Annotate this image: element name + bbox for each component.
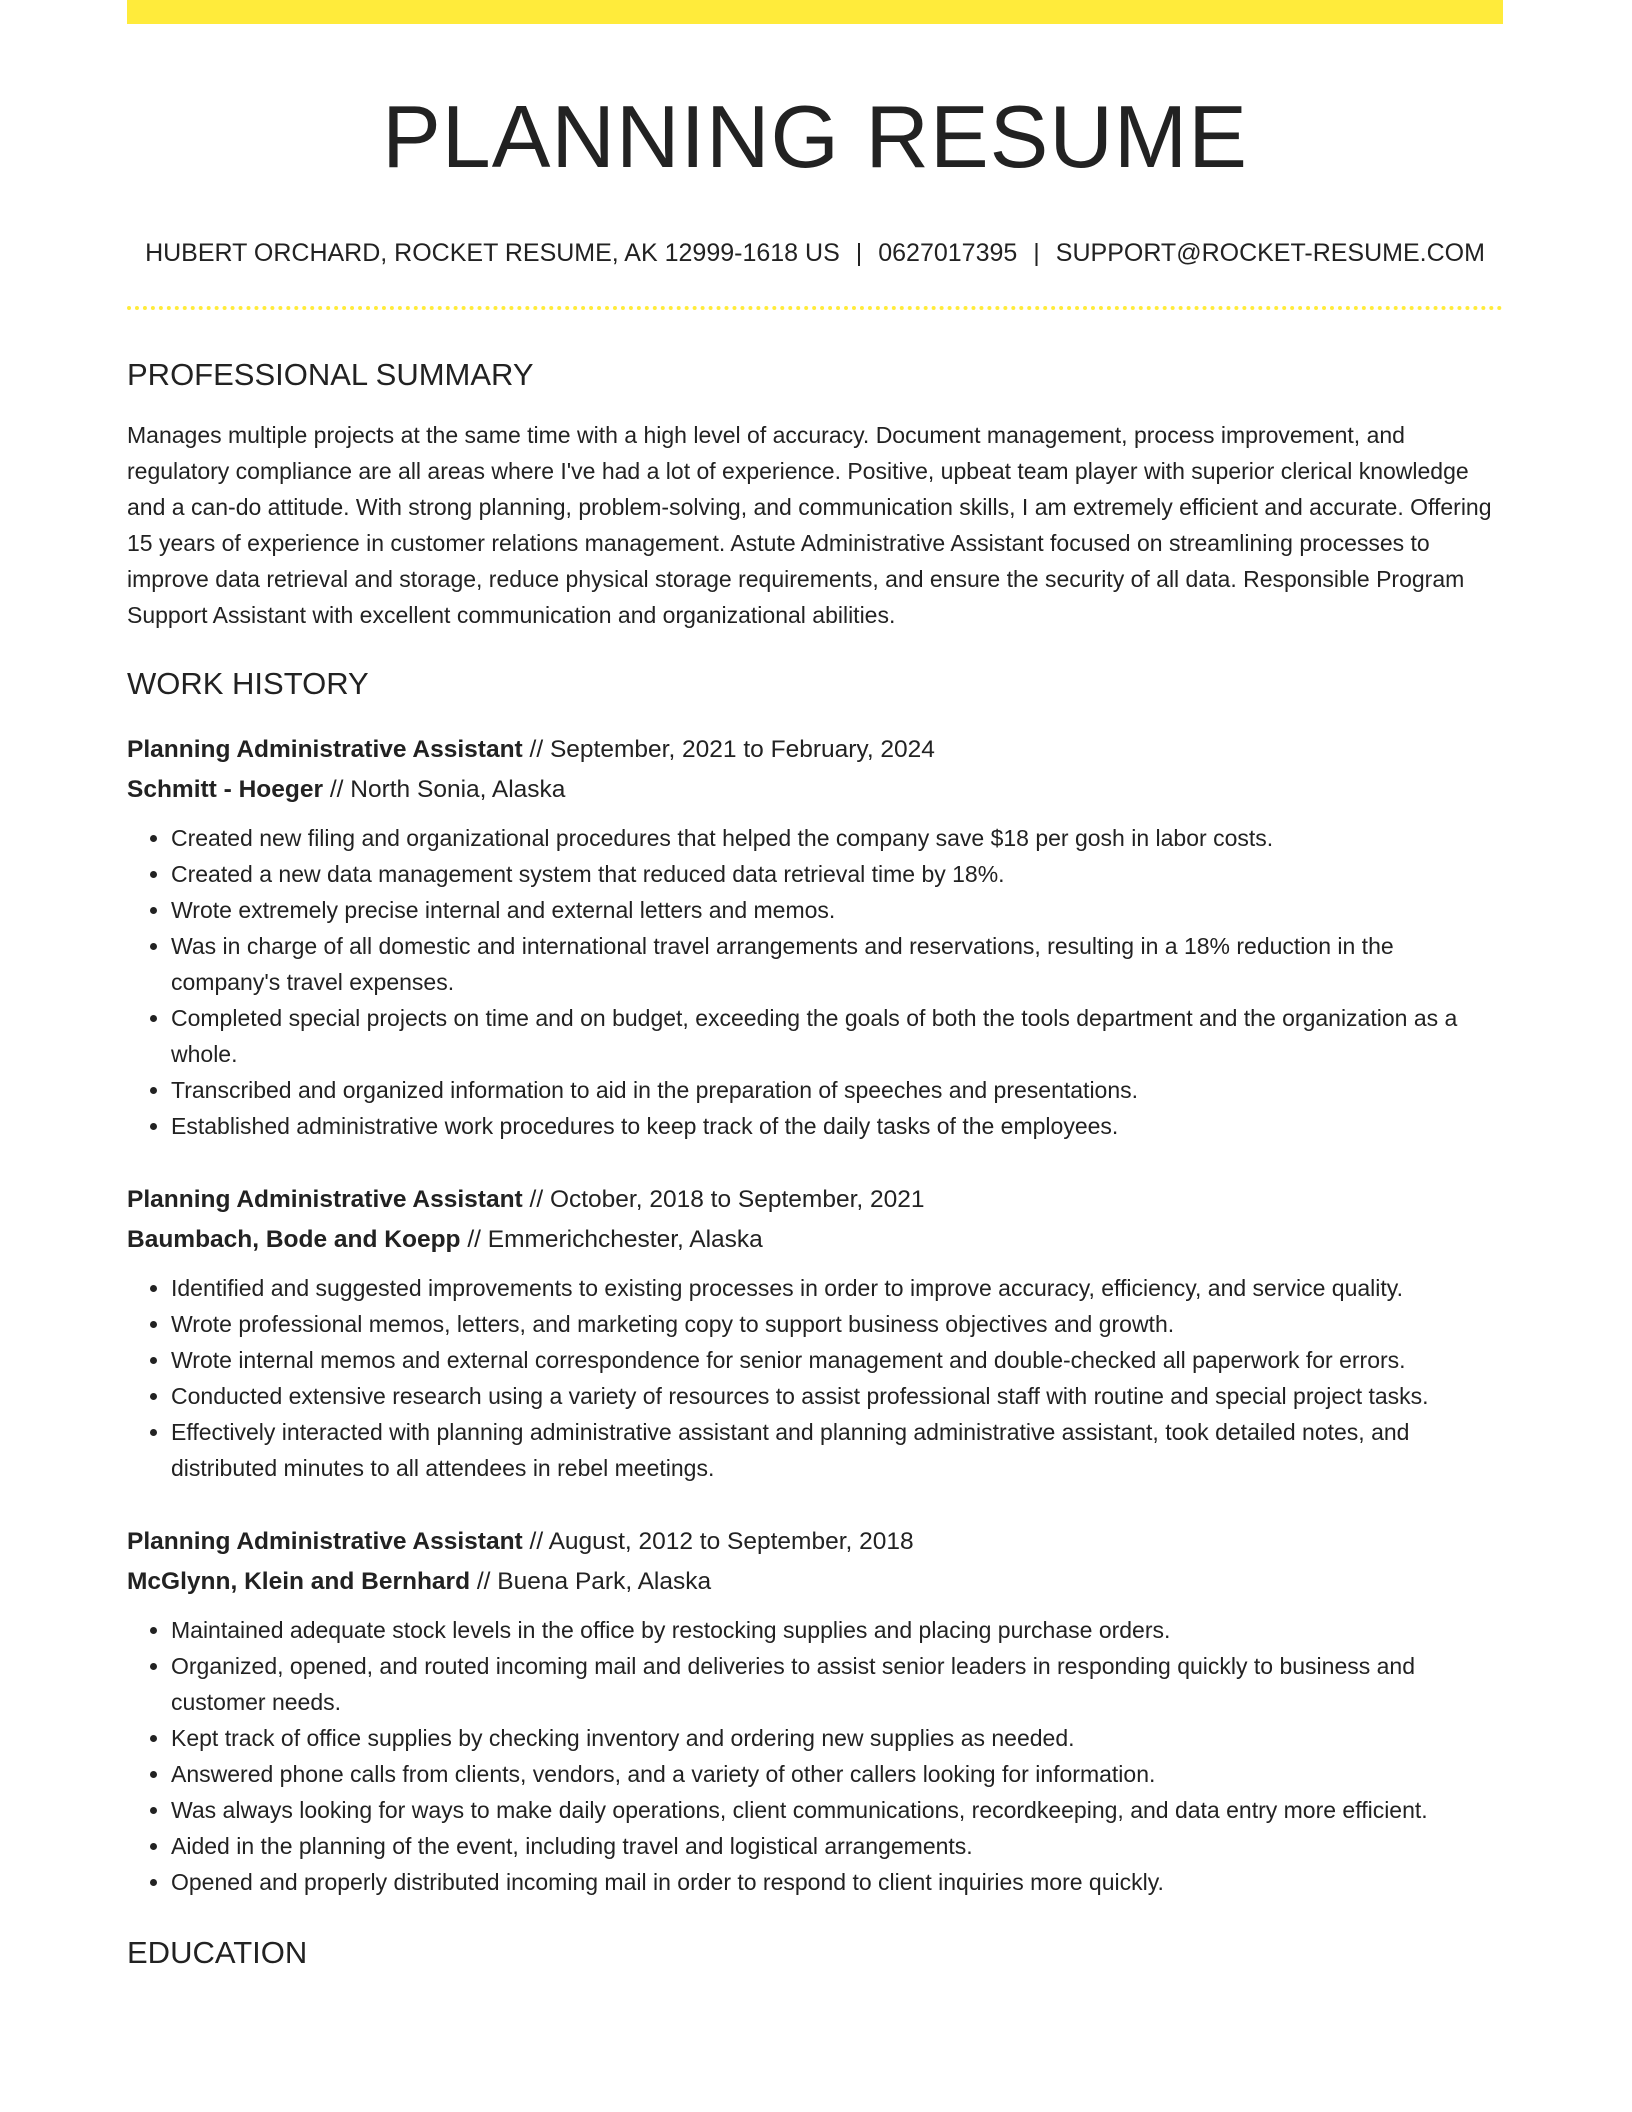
job-title-line — [127, 1180, 1503, 1220]
list-item: • Was in charge of all domestic and international travel arrangements and reservations, resulting in a 18% reduction in the company's travel expenses. — [171, 928, 1503, 1000]
summary-heading: PROFESSIONAL SUMMARY — [127, 356, 534, 392]
job-bullets — [127, 1270, 1503, 1486]
job-company: Schmitt - Hoeger — [127, 775, 324, 803]
list-item: • Conducted extensive research using a variety of resources to assist professional staff with routine and special project tasks. — [171, 1378, 1503, 1414]
page-title: PLANNING RESUME — [382, 87, 1248, 186]
job-dates: // August, 2012 to September, 2018 — [522, 1527, 914, 1555]
job-entry — [127, 730, 1503, 1144]
job-company: McGlynn, Klein and Bernhard — [127, 1567, 471, 1595]
job-entry — [127, 1522, 1503, 1900]
work-history-list — [127, 730, 1503, 1900]
contact-address: HUBERT ORCHARD, ROCKET RESUME, AK 12999-1618 US — [145, 238, 840, 267]
job-bullets — [127, 820, 1503, 1144]
job-location: // Emmerichchester, Alaska — [460, 1225, 763, 1253]
job-company: Baumbach, Bode and Koepp — [127, 1225, 461, 1253]
job-company-line — [127, 1220, 1503, 1260]
job-bullets — [127, 1612, 1503, 1900]
job-entry — [127, 1180, 1503, 1486]
list-item: • Identified and suggested improvements to existing processes in order to improve accuracy, efficiency, and service quality. — [171, 1270, 1503, 1306]
job-title: Planning Administrative Assistant — [127, 1185, 523, 1213]
list-item: • Completed special projects on time and on budget, exceeding the goals of both the tools department and the organization as a whole. — [171, 1000, 1503, 1072]
list-item: • Organized, opened, and routed incoming mail and deliveries to assist senior leaders in responding quickly to business and customer needs. — [171, 1648, 1503, 1720]
job-title: Planning Administrative Assistant — [127, 1527, 523, 1555]
list-item: • Aided in the planning of the event, including travel and logistical arrangements. — [171, 1828, 1503, 1864]
job-title-line — [127, 730, 1503, 770]
job-title: Planning Administrative Assistant — [127, 735, 523, 763]
list-item: • Effectively interacted with planning administrative assistant and planning administrative assistant, took detailed notes, and distributed minutes to all attendees in rebel meetings. — [171, 1414, 1503, 1486]
list-item: • Kept track of office supplies by checking inventory and ordering new supplies as needed. — [171, 1720, 1503, 1756]
summary-text: Manages multiple projects at the same time with a high level of accuracy. Document management, process improvement, and regulatory compliance are all areas where I've had a lot of experience. Positive, upbeat team player with superior clerical knowledge and a can-do attitude. With strong planning, problem-solving, and communication skills, I am extremely efficient and accurate. Offering 15 years of experience in customer relations management. Astute Administrative Assistant focused on streamlining processes to improve data retrieval and storage, reduce physical storage requirements, and ensure the security of all data. Responsible Program Support Assistant with excellent communication and organizational abilities. — [127, 421, 1492, 628]
list-item: • Maintained adequate stock levels in the office by restocking supplies and placing purchase orders. — [171, 1612, 1503, 1648]
job-location: // North Sonia, Alaska — [323, 775, 566, 803]
list-item: • Established administrative work procedures to keep track of the daily tasks of the employees. — [171, 1108, 1503, 1144]
list-item: • Wrote extremely precise internal and external letters and memos. — [171, 892, 1503, 928]
list-item: • Answered phone calls from clients, vendors, and a variety of other callers looking for information. — [171, 1756, 1503, 1792]
job-company-line — [127, 1562, 1503, 1602]
contact-email: SUPPORT@ROCKET-RESUME.COM — [1055, 238, 1485, 267]
contact-line — [127, 238, 1503, 268]
education-heading: EDUCATION — [127, 1934, 308, 1970]
contact-separator: | — [1033, 238, 1040, 267]
list-item: • Created a new data management system that reduced data retrieval time by 18%. — [171, 856, 1503, 892]
work-history-heading: WORK HISTORY — [127, 665, 369, 701]
dotted-divider — [127, 306, 1503, 310]
job-dates: // September, 2021 to February, 2024 — [522, 735, 935, 763]
contact-separator: | — [855, 238, 863, 267]
job-location: // Buena Park, Alaska — [470, 1567, 712, 1595]
list-item: • Opened and properly distributed incoming mail in order to respond to client inquiries more quickly. — [171, 1864, 1503, 1900]
top-accent-bar — [127, 0, 1503, 24]
job-title-line — [127, 1522, 1503, 1562]
job-company-line — [127, 770, 1503, 810]
list-item: • Wrote internal memos and external correspondence for senior management and double-checked all paperwork for errors. — [171, 1342, 1503, 1378]
list-item: • Transcribed and organized information to aid in the preparation of speeches and presentations. — [171, 1072, 1503, 1108]
list-item: • Created new filing and organizational procedures that helped the company save $18 per gosh in labor costs. — [171, 820, 1503, 856]
resume-page — [127, 0, 1503, 1971]
list-item: • Wrote professional memos, letters, and marketing copy to support business objectives and growth. — [171, 1306, 1503, 1342]
job-dates: // October, 2018 to September, 2021 — [522, 1185, 925, 1213]
contact-phone: 0627017395 — [878, 238, 1018, 267]
list-item: • Was always looking for ways to make daily operations, client communications, recordkeeping, and data entry more efficient. — [171, 1792, 1503, 1828]
